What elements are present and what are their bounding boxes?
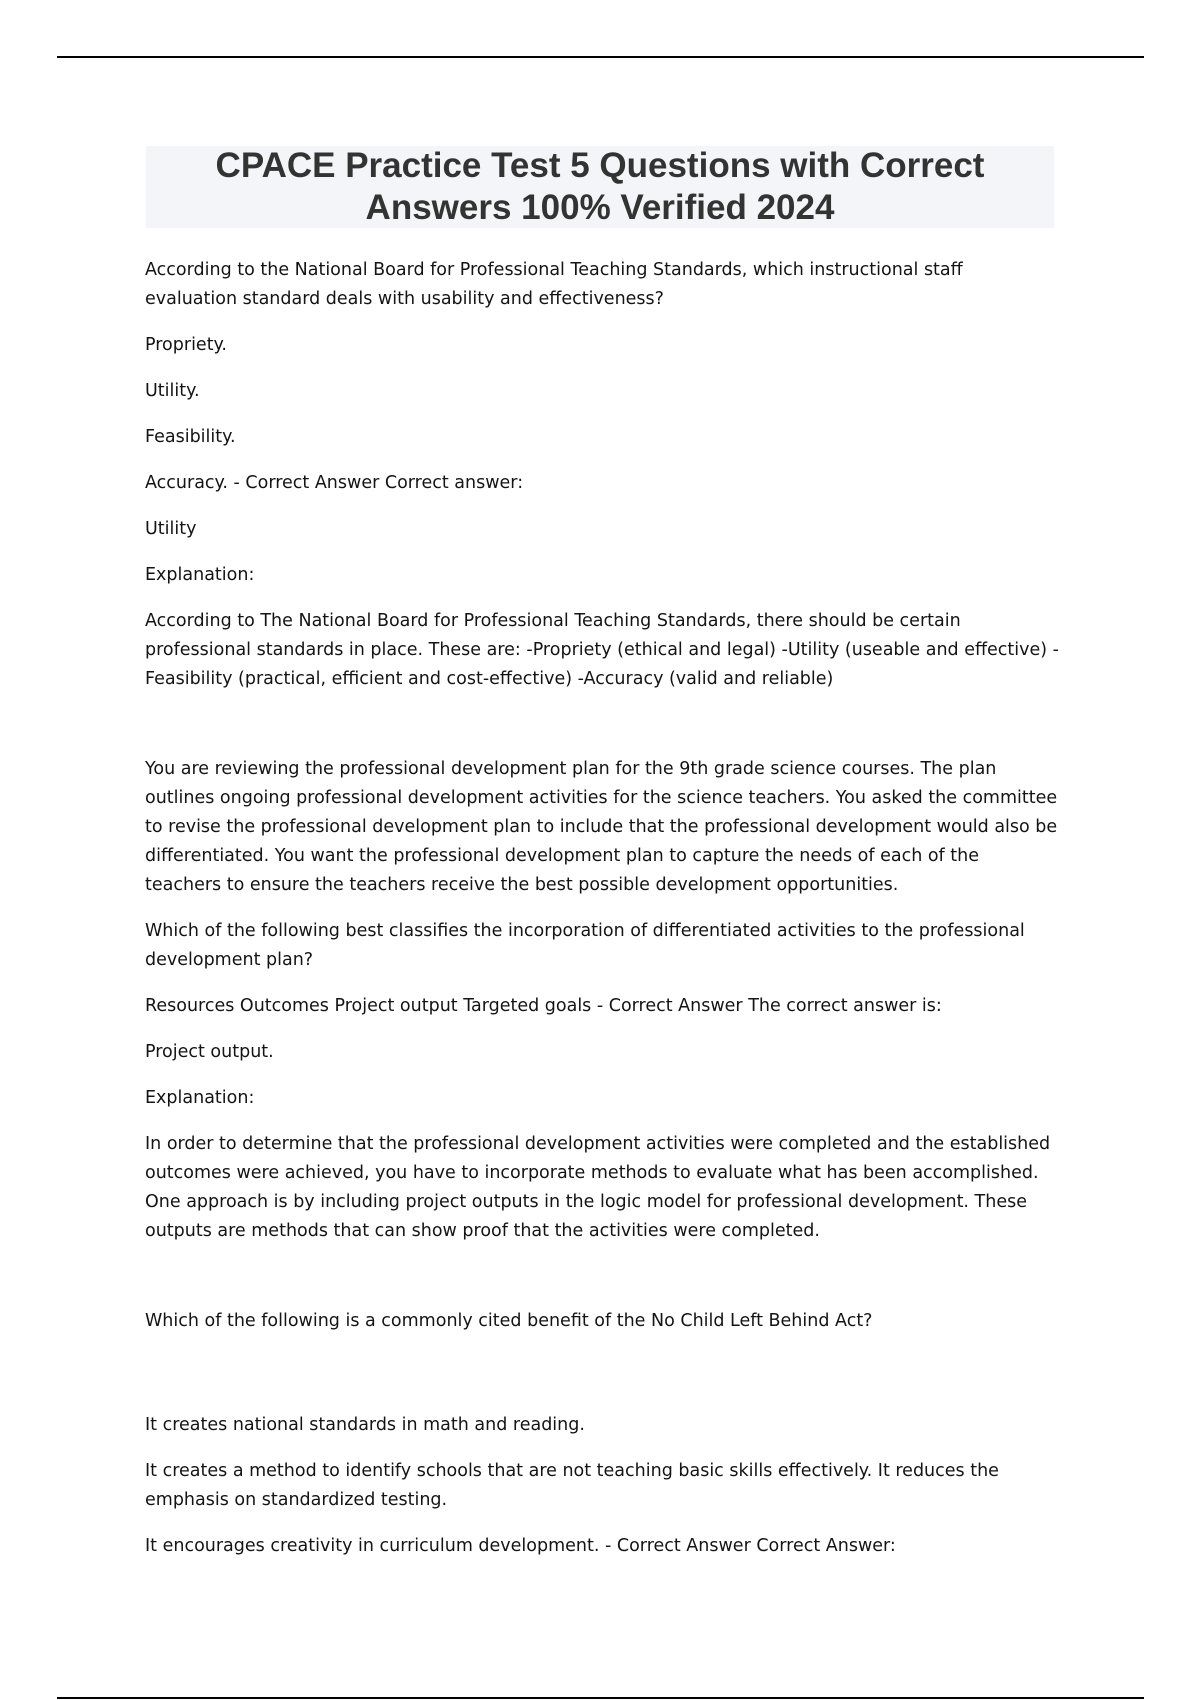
question-2-answer: Project output.	[145, 1042, 274, 1062]
question-1-prompt: According to the National Board for Professional Teaching Standards, which instructional staff evaluation standard deals with usability and effectiveness?	[145, 260, 963, 309]
question-2-scenario: You are reviewing the professional development plan for the 9th grade science courses. The plan outlines ongoing professional development activities for the science teachers. You asked the committee to revise the professional development plan to include that the professional development would also be differentiated. You want the professional development plan to capture the needs of each of the teachers to ensure the teachers receive the best possible development opportunities.	[145, 759, 1058, 895]
document-body	[145, 256, 1060, 1578]
question-2-options-with-answer: Resources Outcomes Project output Targeted goals - Correct Answer The correct answer is:	[145, 996, 942, 1016]
page-title: CPACE Practice Test 5 Questions with Correct Answers 100% Verified 2024	[215, 146, 985, 227]
question-1-option-3: Feasibility.	[145, 427, 236, 447]
title-banner	[146, 146, 1054, 228]
question-1-explanation-label: Explanation:	[145, 565, 255, 585]
question-1-option-2: Utility.	[145, 381, 200, 401]
question-3-option-2: It creates a method to identify schools that are not teaching basic skills effectively. It reduces the emphasis on standardized testing.	[145, 1461, 999, 1510]
question-2-explanation: In order to determine that the professional development activities were completed and the established outcomes were achieved, you have to incorporate methods to evaluate what has been accomplished. One approach is by including project outputs in the logic model for professional development. These outputs are methods that can show proof that the activities were completed.	[145, 1134, 1051, 1241]
question-1-option-1: Propriety.	[145, 335, 227, 355]
question-2-explanation-label: Explanation:	[145, 1088, 255, 1108]
bottom-rule	[57, 1697, 1144, 1699]
top-rule	[57, 56, 1144, 58]
question-1-option-4-with-answer: Accuracy. - Correct Answer Correct answer:	[145, 473, 524, 493]
question-3-option-3-with-answer: It encourages creativity in curriculum development. - Correct Answer Correct Answer:	[145, 1536, 896, 1556]
question-3-prompt: Which of the following is a commonly cited benefit of the No Child Left Behind Act?	[145, 1311, 873, 1331]
question-1-answer: Utility	[145, 519, 197, 539]
question-1-explanation: According to The National Board for Professional Teaching Standards, there should be certain professional standards in place. These are: -Propriety (ethical and legal) -Utility (useable and effective) -Feasibility (practical, efficient and cost-effective) -Accuracy (valid and reliable)	[145, 611, 1059, 689]
question-2-prompt: Which of the following best classifies the incorporation of differentiated activities to the professional development plan?	[145, 921, 1025, 970]
question-3-option-1: It creates national standards in math and reading.	[145, 1415, 585, 1435]
